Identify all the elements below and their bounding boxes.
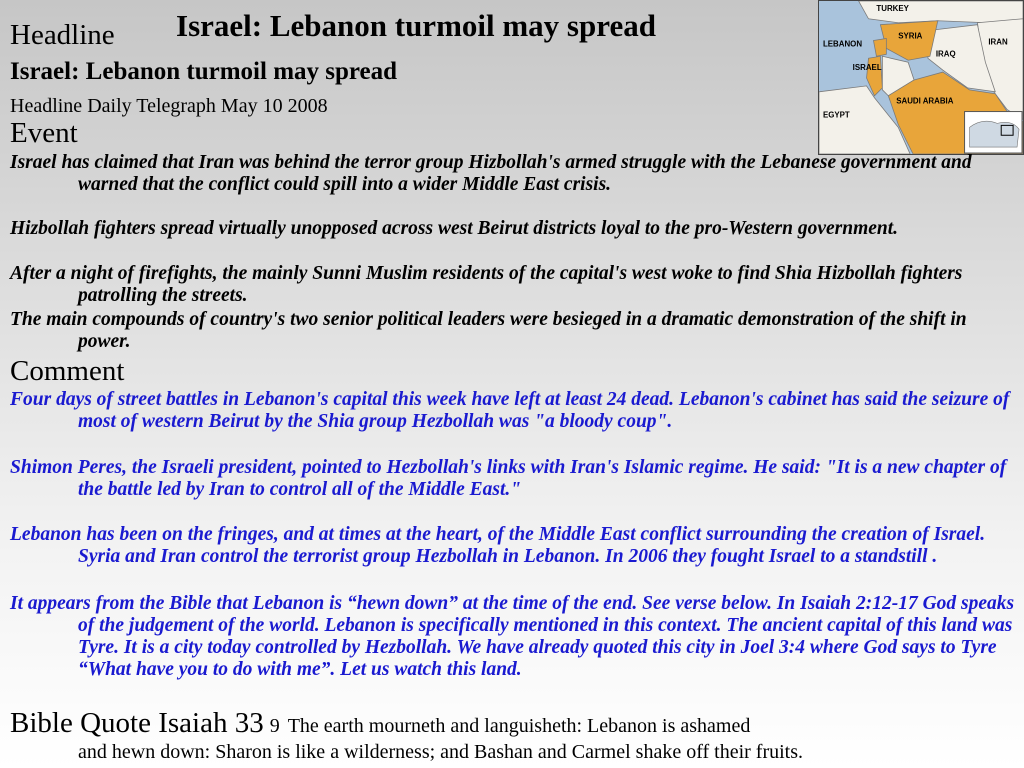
page-title: Israel: Lebanon turmoil may spread: [176, 8, 656, 43]
map-label-iraq: IRAQ: [935, 49, 956, 59]
headline-subtitle: Israel: Lebanon turmoil may spread: [10, 58, 398, 85]
verse-number: 9: [269, 715, 280, 737]
event-paragraph: The main compounds of country's two senior political leaders were besieged in a dramatic demonstration of the shift in power.: [10, 309, 967, 352]
comment-paragraph: Lebanon has been on the fringes, and at times at the heart, of the Middle East conflict surrounding the creation of Israel. Syria and Iran control the terrorist group Hezbollah in Lebanon. In 2006 they fought Israel to a standstill .: [10, 524, 986, 567]
map-label-turkey: TURKEY: [876, 3, 909, 13]
map-label-iran: IRAN: [988, 37, 1008, 47]
bible-quote-label: Bible Quote Isaiah 33: [10, 707, 264, 739]
map-label-syria: SYRIA: [898, 31, 923, 41]
bible-quote: [10, 708, 1020, 738]
event-paragraph: Hizbollah fighters spread virtually unopposed across west Beirut districts loyal to the pro-Western government.: [10, 218, 899, 239]
event-paragraph: After a night of firefights, the mainly Sunni Muslim residents of the capital's west woke to find Shia Hizbollah fighters patrolling the streets.: [10, 263, 963, 306]
comment-label: Comment: [10, 355, 125, 387]
map-graphic: [819, 1, 1023, 154]
map-label-israel: ISRAEL: [852, 63, 882, 73]
bible-quote-continuation: and hewn down: Sharon is like a wilderness; and Bashan and Carmel shake off their fruits.: [78, 741, 804, 763]
map-label-egypt: EGYPT: [822, 110, 850, 120]
bible-quote-text: The earth mourneth and languisheth: Lebanon is ashamed: [287, 715, 751, 737]
headline-source: Headline Daily Telegraph May 10 2008: [10, 95, 328, 117]
event-label: Event: [10, 117, 78, 149]
event-paragraph: Israel has claimed that Iran was behind the terror group Hizbollah's armed struggle with the Lebanese government and warned that the conflict could spill into a wider Middle East crisis.: [10, 152, 972, 195]
headline-label: Headline: [10, 19, 115, 51]
comment-paragraph: Four days of street battles in Lebanon's capital this week have left at least 24 dead. Lebanon's cabinet has said the seizure of most of western Beirut by the Shia group Hezbollah was "a bloody coup".: [10, 389, 1010, 432]
map-label-saudi-arabia: SAUDI ARABIA: [896, 96, 954, 106]
comment-paragraph: It appears from the Bible that Lebanon is “hewn down” at the time of the end. See verse below. In Isaiah 2:12-17 God speaks of the judgement of the world. Lebanon is specifically mentioned in this context. The ancient capital of this land was Tyre. It is a city today controlled by Hezbollah. We have already quoted this city in Joel 3:4 where God says to Tyre “What have you to do with me”. Let us watch this land.: [10, 593, 1015, 680]
middle-east-map: [818, 0, 1024, 155]
comment-paragraph: Shimon Peres, the Israeli president, pointed to Hezbollah's links with Iran's Islamic regime. He said: "It is a new chapter of the battle led by Iran to control all of the Middle East.": [10, 457, 1007, 500]
map-label-lebanon: LEBANON: [822, 39, 863, 49]
